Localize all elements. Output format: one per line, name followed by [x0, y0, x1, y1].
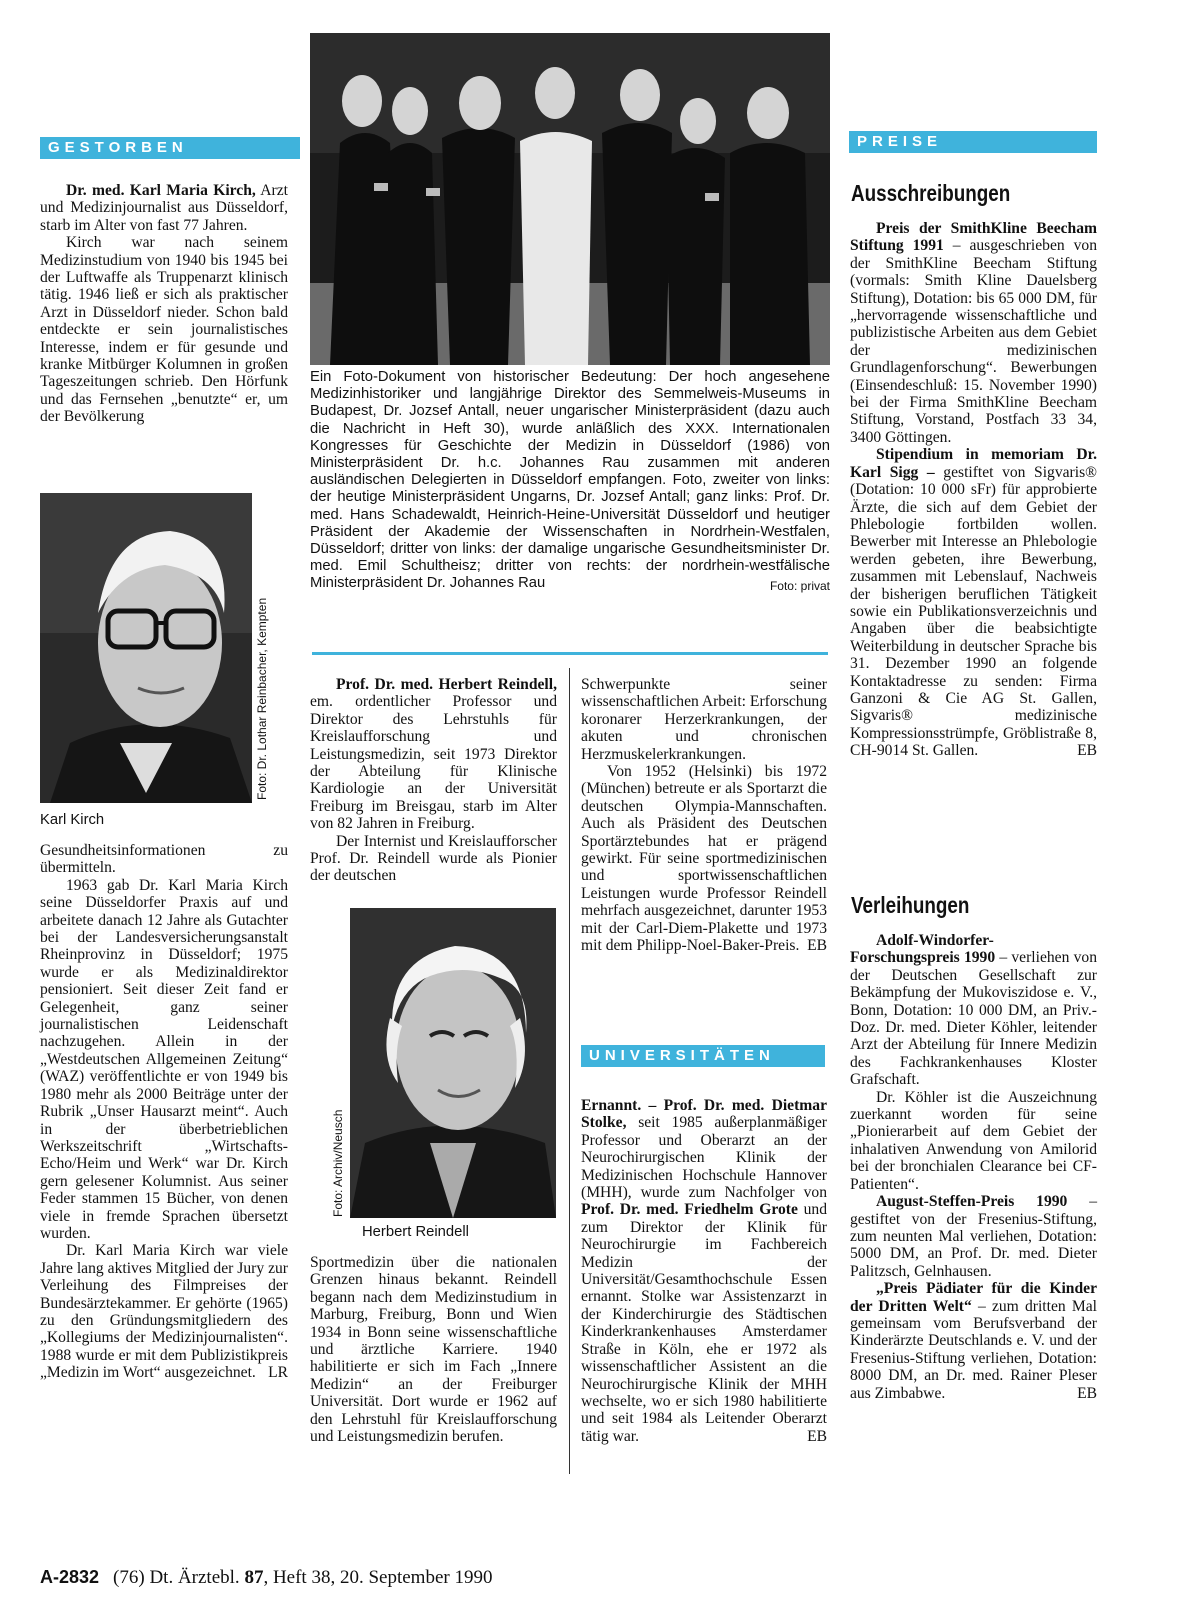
windorfer-title: Adolf-Windorfer-Forschungspreis 1990 [850, 932, 996, 967]
kirch-signature: LR [268, 1364, 288, 1382]
page-footer [40, 1567, 492, 1589]
reindell-article-continued [581, 676, 827, 955]
reindell-article-top [310, 676, 557, 885]
sigg-signature: EB [1077, 742, 1097, 760]
footer-issue: , Heft 38, 20. September 1990 [263, 1567, 493, 1588]
kirch-paragraph-4: 1963 gab Dr. Karl Maria Kirch seine Düsseldorfer Praxis auf und arbeitete danach 12 Jahre als Gutachter bei der Landesversicherungsanstalt Rheinprovinz in Düsseldorf; 1975 wurde er als Medizinaldirektor pensioniert. Seit dieser Zeit fand er Gelegenheit, ganz seiner journalistischen Leidenschaft nachzugehen. Allein in der „Westdeutschen Allgemeinen Zeitung“ (WAZ) veröffentlichte er von 1949 bis 1980 mehr als 2000 Beiträge unter der Rubrik „Unser Hausarzt meint“. Auch in der überbetrieblichen Werkszeitschrift „Wirtschafts-Echo/Heim und Werk“ war Dr. Kirch gern gelesener Kolumnist. Aus seiner Feder stammen 15 Bücher, von denen viele in fremde Sprachen übersetzt wurden. [40, 876, 288, 1242]
kirch-name: Dr. med. Karl Maria Kirch, [66, 182, 256, 199]
reindell-paragraph-5 [581, 763, 827, 954]
reindell-portrait-image [350, 908, 556, 1218]
kirch-paragraph-3: Gesundheitsinformationen zu übermitteln. [40, 842, 288, 877]
ausschreibungen-articles [850, 220, 1097, 760]
stolke-paragraph [581, 1097, 827, 1445]
paediater-signature: EB [1077, 1384, 1097, 1402]
reindell-paragraph-5-text: Von 1952 (Helsinki) bis 1972 (München) betreute er als Sportarzt die deutschen Olympia-Mannschaften. Auch als Präsident des Deutschen Sportärztebundes hat er prägend gewirkt. Für seine sportmedizinischen und sportwissenschaftlichen Leistungen wurde Professor Reindell mehrfach ausgezeichnet, darunter 1953 mit der Carl-Diem-Plakette und 1973 mit dem Philipp-Noel-Baker-Preis. [581, 763, 827, 955]
paediater-paragraph [850, 1280, 1097, 1402]
kirch-portrait-image [40, 493, 252, 803]
kirch-photo-caption: Karl Kirch [40, 812, 105, 828]
reindell-paragraph-3: Sportmedizin über die nationalen Grenzen hinaus bekannt. Reindell begann nach dem Medizinstudium in Marburg, Freiburg, Bonn und Wien 1934 in Bonn seine wissenschaftliche und ärztliche Karriere. 1940 habilitierte er sich im Fach „Innere Medizin“ an der Freiburger Universität. Dort wurde er 1962 auf den Lehrstuhl für Kreislaufforschung und Leistungsmedizin berufen. [310, 1254, 557, 1446]
reindell-photo [350, 908, 556, 1218]
paediater-text: – zum dritten Mal gemeinsam vom Berufsverband der Kinderärzte Deutschlands e. V. und der Fresenius-Stiftung verliehen, Dotation: 8000 DM, an Dr. med. Rainer Pleser aus Zimbabwe. [850, 1297, 1097, 1402]
section-band-gestorben: GESTORBEN [40, 137, 300, 159]
smithkline-paragraph [850, 220, 1097, 446]
heading-verleihungen: Verleihungen [851, 892, 970, 918]
reindell-paragraph-4: Schwerpunkte seiner wissenschaftlichen Arbeit: Erforschung koronarer Herzerkrankungen, der akuten und chronischen Herzmuskelerkrankungen. [581, 676, 827, 763]
heading-ausschreibungen: Ausschreibungen [851, 180, 1011, 206]
grote-name: Prof. Dr. med. Friedhelm Grote [581, 1201, 798, 1219]
verleihungen-articles [850, 932, 1097, 1402]
steffen-paragraph [850, 1193, 1097, 1280]
reindell-intro: em. ordentlicher Professor und Direktor des Lehrstuhls für Kreislaufforschung und Leistungsmedizin, seit 1973 Direktor der Abteilung für Klinische Kardiologie an der Universität Freiburg im Breisgau, starb im Alter von 82 Jahren in Freiburg. [310, 693, 557, 833]
stolke-name: Ernannt. – Prof. Dr. med. Dietmar Stolke, [581, 1097, 827, 1132]
windorfer-paragraph [850, 932, 1097, 1089]
kirch-paragraph-5 [40, 1242, 288, 1381]
kirch-paragraph-1 [40, 182, 288, 234]
kirch-intro: Arzt und Medizinjournalist aus Düsseldorf, starb im Alter von fast 77 Jahren. [40, 182, 288, 234]
smithkline-title: Preis der SmithKline Beecham Stiftung 1991 [850, 220, 1097, 255]
footer-volume: 87 [244, 1567, 264, 1588]
column-divider [569, 668, 570, 1474]
steffen-text: – gestiftet von der Fresenius-Stiftung, zum neunten Mal verliehen, Dotation: 5000 DM, an Prof. Dr. med. Dieter Palitzsch, Gelnhausen. [850, 1193, 1097, 1280]
koehler-paragraph: Dr. Köhler ist die Auszeichnung zuerkannt worden für seine „Pionierarbeit auf dem Gebiet der inhalativen Anwendung von Amilorid bei der bronchialen Clearance bei CF-Patienten“. [850, 1088, 1097, 1193]
page-number: A-2832 [40, 1567, 100, 1587]
sigg-title: Stipendium in memoriam Dr. Karl Sigg – [850, 446, 1097, 481]
steffen-title: August-Steffen-Preis 1990 [876, 1193, 1068, 1211]
reception-caption-text: Ein Foto-Dokument von historischer Bedeutung: Der hoch angesehene Medizinhistoriker und langjährige Direktor des Semmelweis-Museums in Budapest, Dr. Jozsef Antall, neuer ungarischer Ministerpräsident (dazu auch die Nachricht in Heft 30), wurde anläßlich des XXX. Internationalen Kongresses für Geschichte der Medizin in Düsseldorf (1986) von Ministerpräsident Dr. h.c. Johannes Rau zusammen mit anderen ausländischen Delegierten in Düsseldorf empfangen. Foto, zweiter von links: der heutige Ministerpräsident Ungarns, Dr. Jozsef Antall; ganz links: Prof. Dr. med. Hans Schadewaldt, Heinrich-Heine-Universität Düsseldorf und heutiger Präsident der Akademie der Wissenschaften in Nordrhein-Westfalen, Düsseldorf; dritter von links: der damalige ungarische Gesundheitsminister Dr. med. Emil Schultheisz; dritter von rechts: der nordrhein-westfälische Ministerpräsident Dr. Johannes Rau [310, 369, 830, 592]
reception-group-image [310, 33, 830, 365]
section-band-universitaeten: UNIVERSITÄTEN [581, 1045, 825, 1067]
reindell-photo-caption: Herbert Reindell [362, 1224, 469, 1240]
reindell-article-bottom [310, 1254, 557, 1445]
reindell-name: Prof. Dr. med. Herbert Reindell, [336, 676, 557, 693]
sigg-paragraph [850, 446, 1097, 759]
reception-photo-credit: Foto: privat [769, 579, 830, 594]
section-band-preise: PREISE [849, 131, 1097, 153]
reindell-paragraph-1 [310, 676, 557, 833]
kirch-article-top [40, 182, 288, 426]
reception-photo [310, 33, 830, 365]
kirch-photo [40, 493, 252, 803]
reception-photo-caption [310, 369, 830, 596]
windorfer-text: – verliehen von der Deutschen Gesellschaft zur Bekämpfung der Mukoviszidose e. V., Bonn, Dotation: 10 000 DM, an Priv.-Doz. Dr. med. Dieter Köhler, leitender Arzt der Abteilung für Innere Medizin des Fachkrankenhauses Kloster Grafschaft. [850, 949, 1097, 1089]
kirch-paragraph-5-text: Dr. Karl Maria Kirch war viele Jahre lang aktives Mitglied der Jury zur Verleihung des Filmpreises der Bundesärztekammer. Er gehörte (1965) zu den Gründungsmitgliedern des „Kollegiums der Medizinjournalisten“. 1988 wurde er mit dem Publizistikpreis „Medizin im Wort“ ausgezeichnet. [40, 1242, 288, 1382]
footer-journal: (76) Dt. Ärztebl. [113, 1567, 245, 1588]
stolke-text-2: und zum Direktor der Klinik für Neurochirurgie im Fachbereich Medizin der Universität/Gesamthochschule Essen ernannt. Stolke war Assistenzarzt in der Kinderchirurgie des Städtischen Kinderkrankenhauses Amsterdamer Straße in Köln, ehe er 1972 als wissenschaftlicher Assistent an die Neurochirurgische Klinik der MHH wechselte, wo er sich 1980 habilitierte und seit 1984 als Leitender Oberarzt tätig war. [581, 1201, 828, 1445]
kirch-article-bottom [40, 842, 288, 1382]
reindell-photo-credit: Foto: Archiv/Neusch [331, 1109, 345, 1217]
stolke-article [581, 1097, 827, 1445]
section-rule-center [312, 652, 828, 655]
kirch-photo-credit: Foto: Dr. Lothar Reinbacher, Kempten [255, 597, 269, 800]
reindell-signature: EB [807, 937, 827, 955]
reindell-paragraph-2: Der Internist und Kreislaufforscher Prof. Dr. Reindell wurde als Pionier der deutschen [310, 832, 557, 885]
stolke-text-1: seit 1985 außerplanmäßiger Professor und Oberarzt an der Neurochirurgischen Klinik der Medizinischen Hochschule Hannover (MHH), wurde zum Nachfolger von [581, 1114, 827, 1202]
kirch-paragraph-2: Kirch war nach seinem Medizinstudium von 1940 bis 1945 bei der Luftwaffe als Truppenarzt klinisch tätig. 1946 ließ er sich als praktischer Arzt in Düsseldorf nieder. Schon bald entdeckte er sein journalistisches Interesse, indem er für gesunde und kranke Mitbürger Kolumnen in großen Tageszeitungen schrieb. Den Hörfunk und das Fernsehen „benutzte“ er, um der Bevölkerung [40, 234, 288, 426]
smithkline-text: – ausgeschrieben von der SmithKline Beecham Stiftung (vormals: Smith Kline Dauelsberg Stiftung), Dotation: bis 65 000 DM, für „hervorragende wissenschaftliche und publizistische Arbeiten aus dem Gebiet der medizinischen Grundlagenforschung“. Bewerbungen (Einsendeschluß: 15. November 1990) bei der Firma SmithKline Beecham Stiftung, Vorstand, Postfach 33 34, 3400 Göttingen. [850, 237, 1097, 446]
paediater-title: „Preis Pädiater für die Kinder der Dritten Welt“ [850, 1280, 1097, 1315]
stolke-signature: EB [807, 1427, 827, 1445]
sigg-text: gestiftet von Sigvaris® (Dotation: 10 000 sFr) für approbierte Ärzte, die sich auf dem Gebiet der Phlebologie fortbilden wollen. Bewerber mit Interesse an Phlebologie werden gebeten, ihre Bewerbung, zusammen mit Lebenslauf, Nachweis der bisherigen beruflichen Tätigkeit sowie ein Publikationsverzeichnis und Angaben über die beabsichtigte Weiterbildung in deutscher Sprache bis 31. Dezember 1990 an folgende Kontaktadresse zu senden: Firma Ganzoni & Cie AG St. Gallen, Sigvaris® medizinische Kompressionsstrümpfe, Gröblistraße 8, CH-9014 St. Gallen. [850, 463, 1098, 760]
